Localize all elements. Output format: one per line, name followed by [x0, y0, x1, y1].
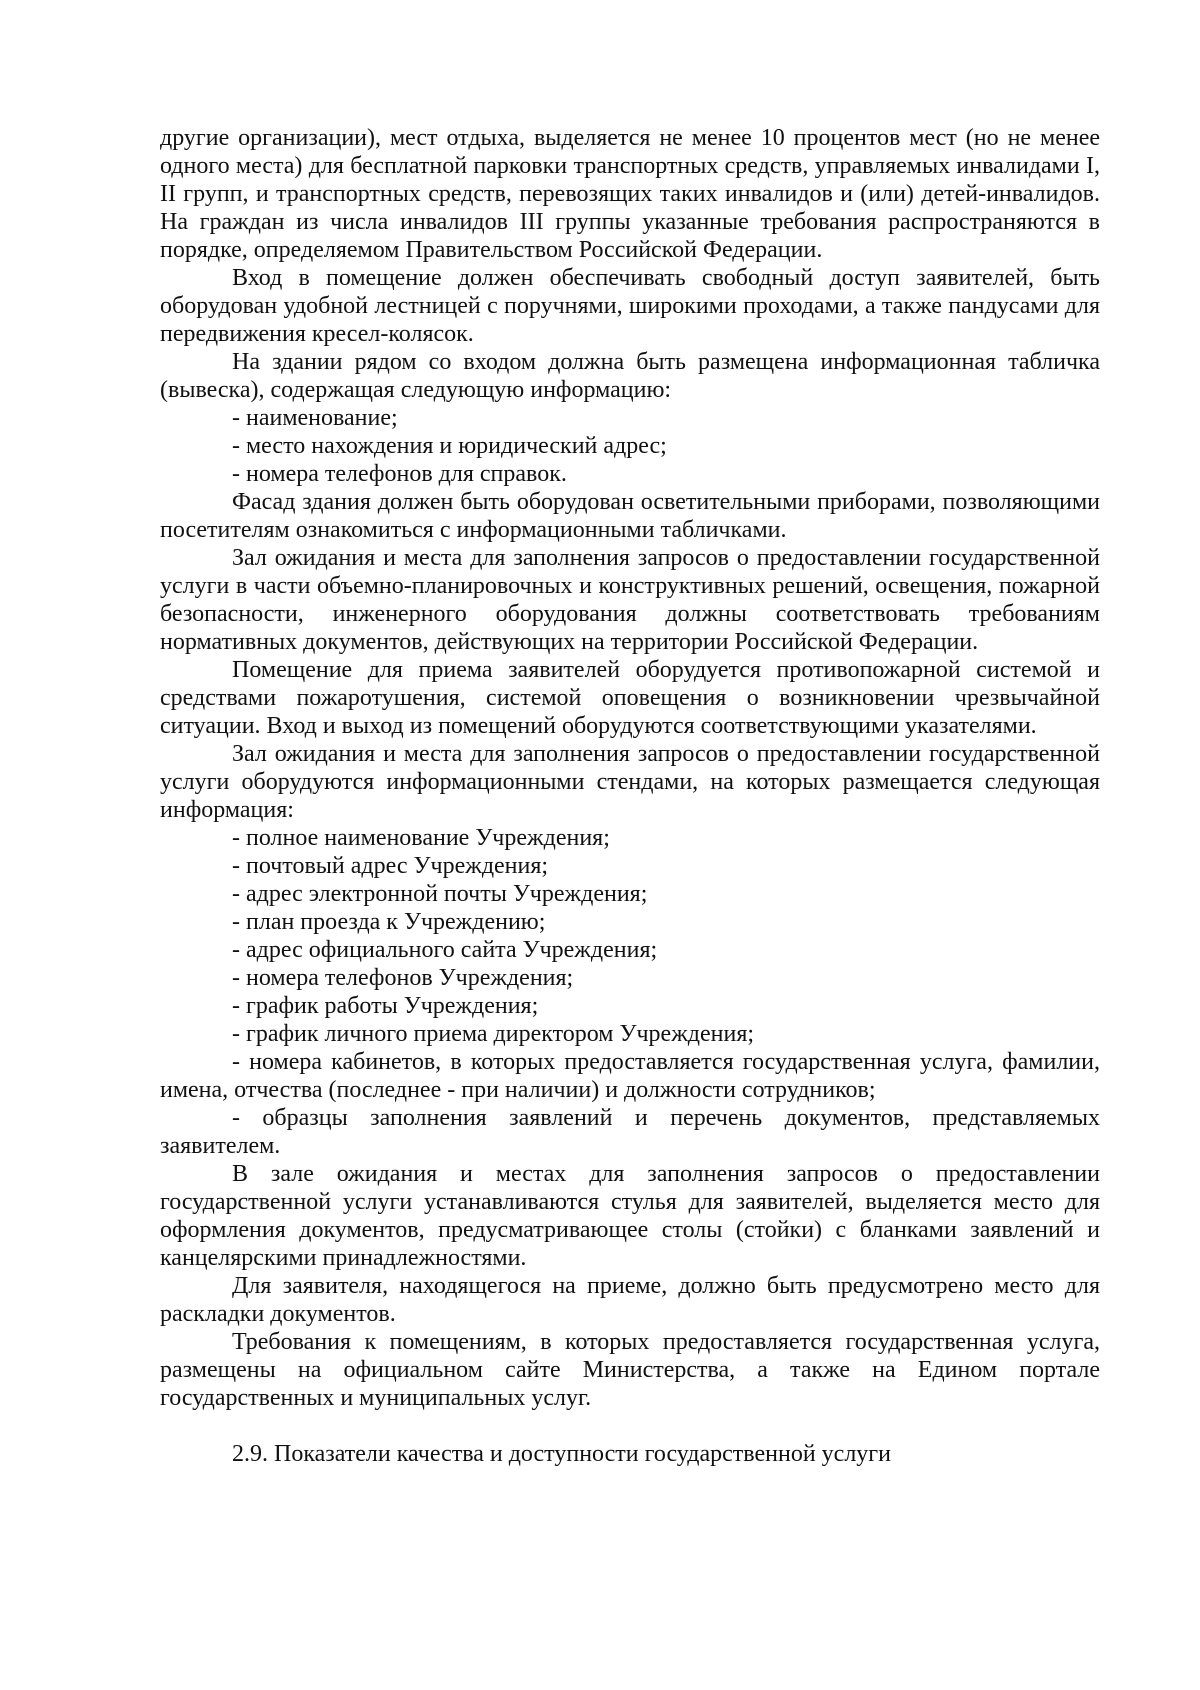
- list-item: - полное наименование Учреждения;: [232, 825, 610, 851]
- list-item: - адрес официального сайта Учреждения;: [232, 937, 658, 963]
- paragraph-fire-safety: Помещение для приема заявителей оборудуется противопожарной системой и средствами пожаротушения, системой оповещения о возникновении чрезвычайной ситуации. Вход и выход из помещений оборудуются соответствующими указателями.: [160, 657, 1100, 739]
- paragraph-info-stands: Зал ожидания и места для заполнения запросов о предоставлении государственной услуги оборудуются информационными стендами, на которых размещается следующая информация:: [160, 741, 1100, 823]
- list-item: - план проезда к Учреждению;: [232, 909, 546, 935]
- list-item: - почтовый адрес Учреждения;: [232, 853, 549, 879]
- stand-info-list: [160, 824, 1100, 1160]
- paragraph-waiting-hall: Зал ожидания и места для заполнения запросов о предоставлении государственной услуги в части объемно-планировочных и конструктивных решений, освещения, пожарной безопасности, инженерного оборудования должны соответствовать требованиям нормативных документов, действующих на территории Российской Федерации.: [160, 545, 1100, 655]
- list-item: - место нахождения и юридический адрес;: [232, 433, 667, 459]
- list-item: - адрес электронной почты Учреждения;: [232, 881, 648, 907]
- paragraph-documents-place: Для заявителя, находящегося на приеме, должно быть предусмотрено место для раскладки документов.: [160, 1273, 1100, 1327]
- paragraph-facade: Фасад здания должен быть оборудован осветительными приборами, позволяющими посетителям ознакомиться с информационными табличками.: [160, 489, 1100, 543]
- paragraph-entrance: Вход в помещение должен обеспечивать свободный доступ заявителей, быть оборудован удобной лестницей с поручнями, широкими проходами, а также пандусами для передвижения кресел-колясок.: [160, 265, 1100, 347]
- list-item: - график работы Учреждения;: [232, 993, 539, 1019]
- list-item: - наименование;: [232, 405, 398, 431]
- paragraph-requirements: Требования к помещениям, в которых предоставляется государственная услуга, размещены на официальном сайте Министерства, а также на Едином портале государственных и муниципальных услуг.: [160, 1329, 1100, 1411]
- document-body: [160, 124, 1100, 1468]
- paragraph-info-sign: На здании рядом со входом должна быть размещена информационная табличка (вывеска), содержащая следующую информацию:: [160, 349, 1100, 403]
- paragraph-parking: другие организации), мест отдыха, выделяется не менее 10 процентов мест (но не менее одного места) для бесплатной парковки транспортных средств, управляемых инвалидами I, II групп, и транспортных средств, перевозящих таких инвалидов и (или) детей-инвалидов. На граждан из числа инвалидов III группы указанные требования распространяются в порядке, определяемом Правительством Российской Федерации.: [160, 125, 1100, 263]
- paragraph-chairs: В зале ожидания и местах для заполнения запросов о предоставлении государственной услуги устанавливаются стулья для заявителей, выделяется место для оформления документов, предусматривающее столы (стойки) с бланками заявлений и канцелярскими принадлежностями.: [160, 1161, 1100, 1271]
- sign-info-list: [160, 404, 1100, 488]
- list-item: - номера кабинетов, в которых предоставляется государственная услуга, фамилии, имена, отчества (последнее - при наличии) и должности сотрудников;: [160, 1049, 1100, 1103]
- list-item: - график личного приема директором Учреждения;: [232, 1021, 755, 1047]
- section-heading: 2.9. Показатели качества и доступности государственной услуги: [232, 1441, 891, 1467]
- list-item: - номера телефонов Учреждения;: [232, 965, 574, 991]
- list-item: - номера телефонов для справок.: [232, 461, 567, 487]
- list-item: - образцы заполнения заявлений и перечень документов, представляемых заявителем.: [160, 1105, 1100, 1159]
